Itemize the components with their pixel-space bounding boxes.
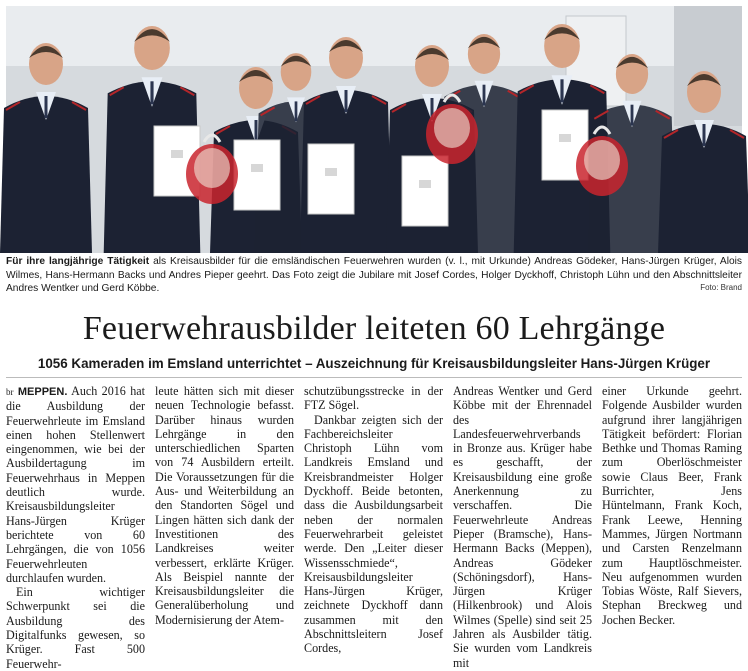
group-photo-illustration xyxy=(6,6,742,253)
person-tie xyxy=(631,105,634,126)
article-paragraph xyxy=(6,384,145,585)
person-tie xyxy=(345,90,348,112)
article-paragraph: leute hätten sich mit dieser neuen Technologie befasst. Darüber hinaus wurden Lehrgänge in den unterschiedlichen Sparten von 74 Ausbildern erteilt. Die Voraussetzungen für die Aus- und Weiterbildung an den Standorten Sögel und Lingen hätten sich dank der Investitionen des Landkreises weiter verbessert, erklärte Krüger. Als Beispiel nannte der Kreisausbildungsleiter die Generalüberholung und Modernisierung der Atem- xyxy=(155,384,294,627)
person-tie xyxy=(560,79,563,102)
certificate-seal xyxy=(171,150,183,158)
article-body xyxy=(6,384,742,671)
certificate-seal xyxy=(251,164,263,172)
author-short: br xyxy=(6,387,14,397)
person-tie xyxy=(295,101,298,121)
certificate xyxy=(308,144,354,214)
article-paragraph: Andreas Wentker und Gerd Köbbe mit der Ehrennadel des Landesfeuerwehrverbands in Bronze aus. Krüger habe es geschafft, der Kreisausbildung eine große Anerkennung zu verschaffen. Die Feuerwehrleute Andreas Pieper (Bramsche), Hans-Hermann Backs (Meppen), Andreas Gödeker (Schöningsdorf), Hans-Jürgen Krüger (Hilkenbrook) und Alois Wilmes (Spelle) sind seit 25 Jahren als Ausbilder tätig. Sie wurden vom Landkreis mit xyxy=(453,384,592,670)
paragraph-text: Auch 2016 hat die Ausbildung der Feuerwehrleute im Emsland einen hohen Stellenwert eingenommen, wie bei der Ausbildertagung im Feuerwehrhaus in Meppen deutlich wurde. Kreisausbildungsleiter Hans-Jürgen Krüger berichtete von 60 Lehrgängen, die von 1056 Feuerwehrleuten durchlaufen wurden. xyxy=(6,384,145,585)
person-tie xyxy=(45,96,48,118)
person-tie xyxy=(255,120,258,142)
certificate-seal xyxy=(325,168,337,176)
article-column-1 xyxy=(6,384,145,671)
gift-basket-wrap xyxy=(194,148,230,188)
photo-caption xyxy=(6,255,742,296)
article-column-3 xyxy=(304,384,443,656)
caption-body: als Kreisausbilder für die emsländischen Feuerwehren wurden (v. l., mit Urkunde) Andreas Gödeker, Hans-Jürgen Krüger, Alois Wilmes, Hans-Hermann Backs und Andres Pieper geehrt. Das Foto zeigt die Jubilare mit Josef Cordes, Holger Dyckhoff, Christoph Lühn und den Abschnittsleiter Andres Wentker und Gerd Köbbe. xyxy=(6,256,742,295)
photo-credit: Foto: Brand xyxy=(700,283,742,292)
article-column-5 xyxy=(602,384,742,627)
certificate xyxy=(234,140,280,210)
article-paragraph: schutzübungsstrecke in der FTZ Sögel. xyxy=(304,384,443,413)
certificate-seal xyxy=(559,134,571,142)
gift-basket-wrap xyxy=(584,140,620,180)
gift-basket-wrap xyxy=(434,108,470,148)
headline: Feuerwehrausbilder leiteten 60 Lehrgänge xyxy=(82,310,666,347)
group-photo xyxy=(6,6,742,253)
article-column-4 xyxy=(453,384,592,670)
article-paragraph: einer Urkunde geehrt. Folgende Ausbilder wurden aufgrund ihrer langjährigen Tätigkeit befördert: Florian Bethke und Thomas Raming zum Oberlöschmeister sowie Claus Beer, Frank Burrichter, Jens Hüntelmann, Frank Koch, Frank Leewe, Henning Mammes, Jürgen Nortmann und Carsten Renzelmann zum Hauptlöschmeister. Neu aufgenommen wurden Tobias Wöste, Ralf Sievers, Stephan Breckweg und Jochen Becker. xyxy=(602,384,742,627)
article-column-2 xyxy=(155,384,294,627)
article-paragraph: Ein wichtiger Schwerpunkt sei die Ausbildung des Digitalfunks gewesen, so Krüger. Fast 500 Feuerwehr- xyxy=(6,585,145,671)
dateline-location: MEPPEN. xyxy=(17,386,68,398)
person-tie xyxy=(483,85,486,106)
caption-lead: Für ihre langjährige Tätigkeit xyxy=(6,256,150,267)
person-tie xyxy=(150,81,153,104)
person-tie xyxy=(703,124,706,146)
divider xyxy=(6,377,742,378)
article-paragraph: Dankbar zeigten sich der Fachbereichsleiter Christoph Lühn vom Landkreis Emsland und Kreisbrandmeister Holger Dyckhoff. Beide betonten, dass die Ausbildungsarbeit neben der normalen Feuerwehrarbeit geleistet werde. Den „Leiter dieser Wissensschmiede“, Kreisausbildungsleiter Hans-Jürgen Krüger, zeichnete Dyckhoff dann zusammen mit den Abschnittsleitern Josef Cordes, xyxy=(304,412,443,656)
certificate-seal xyxy=(419,180,431,188)
certificate xyxy=(402,156,448,226)
subheadline: 1056 Kameraden im Emsland unterrichtet – Auszeichnung für Kreisausbildungsleiter Hans-Jürgen Krüger xyxy=(37,356,711,371)
